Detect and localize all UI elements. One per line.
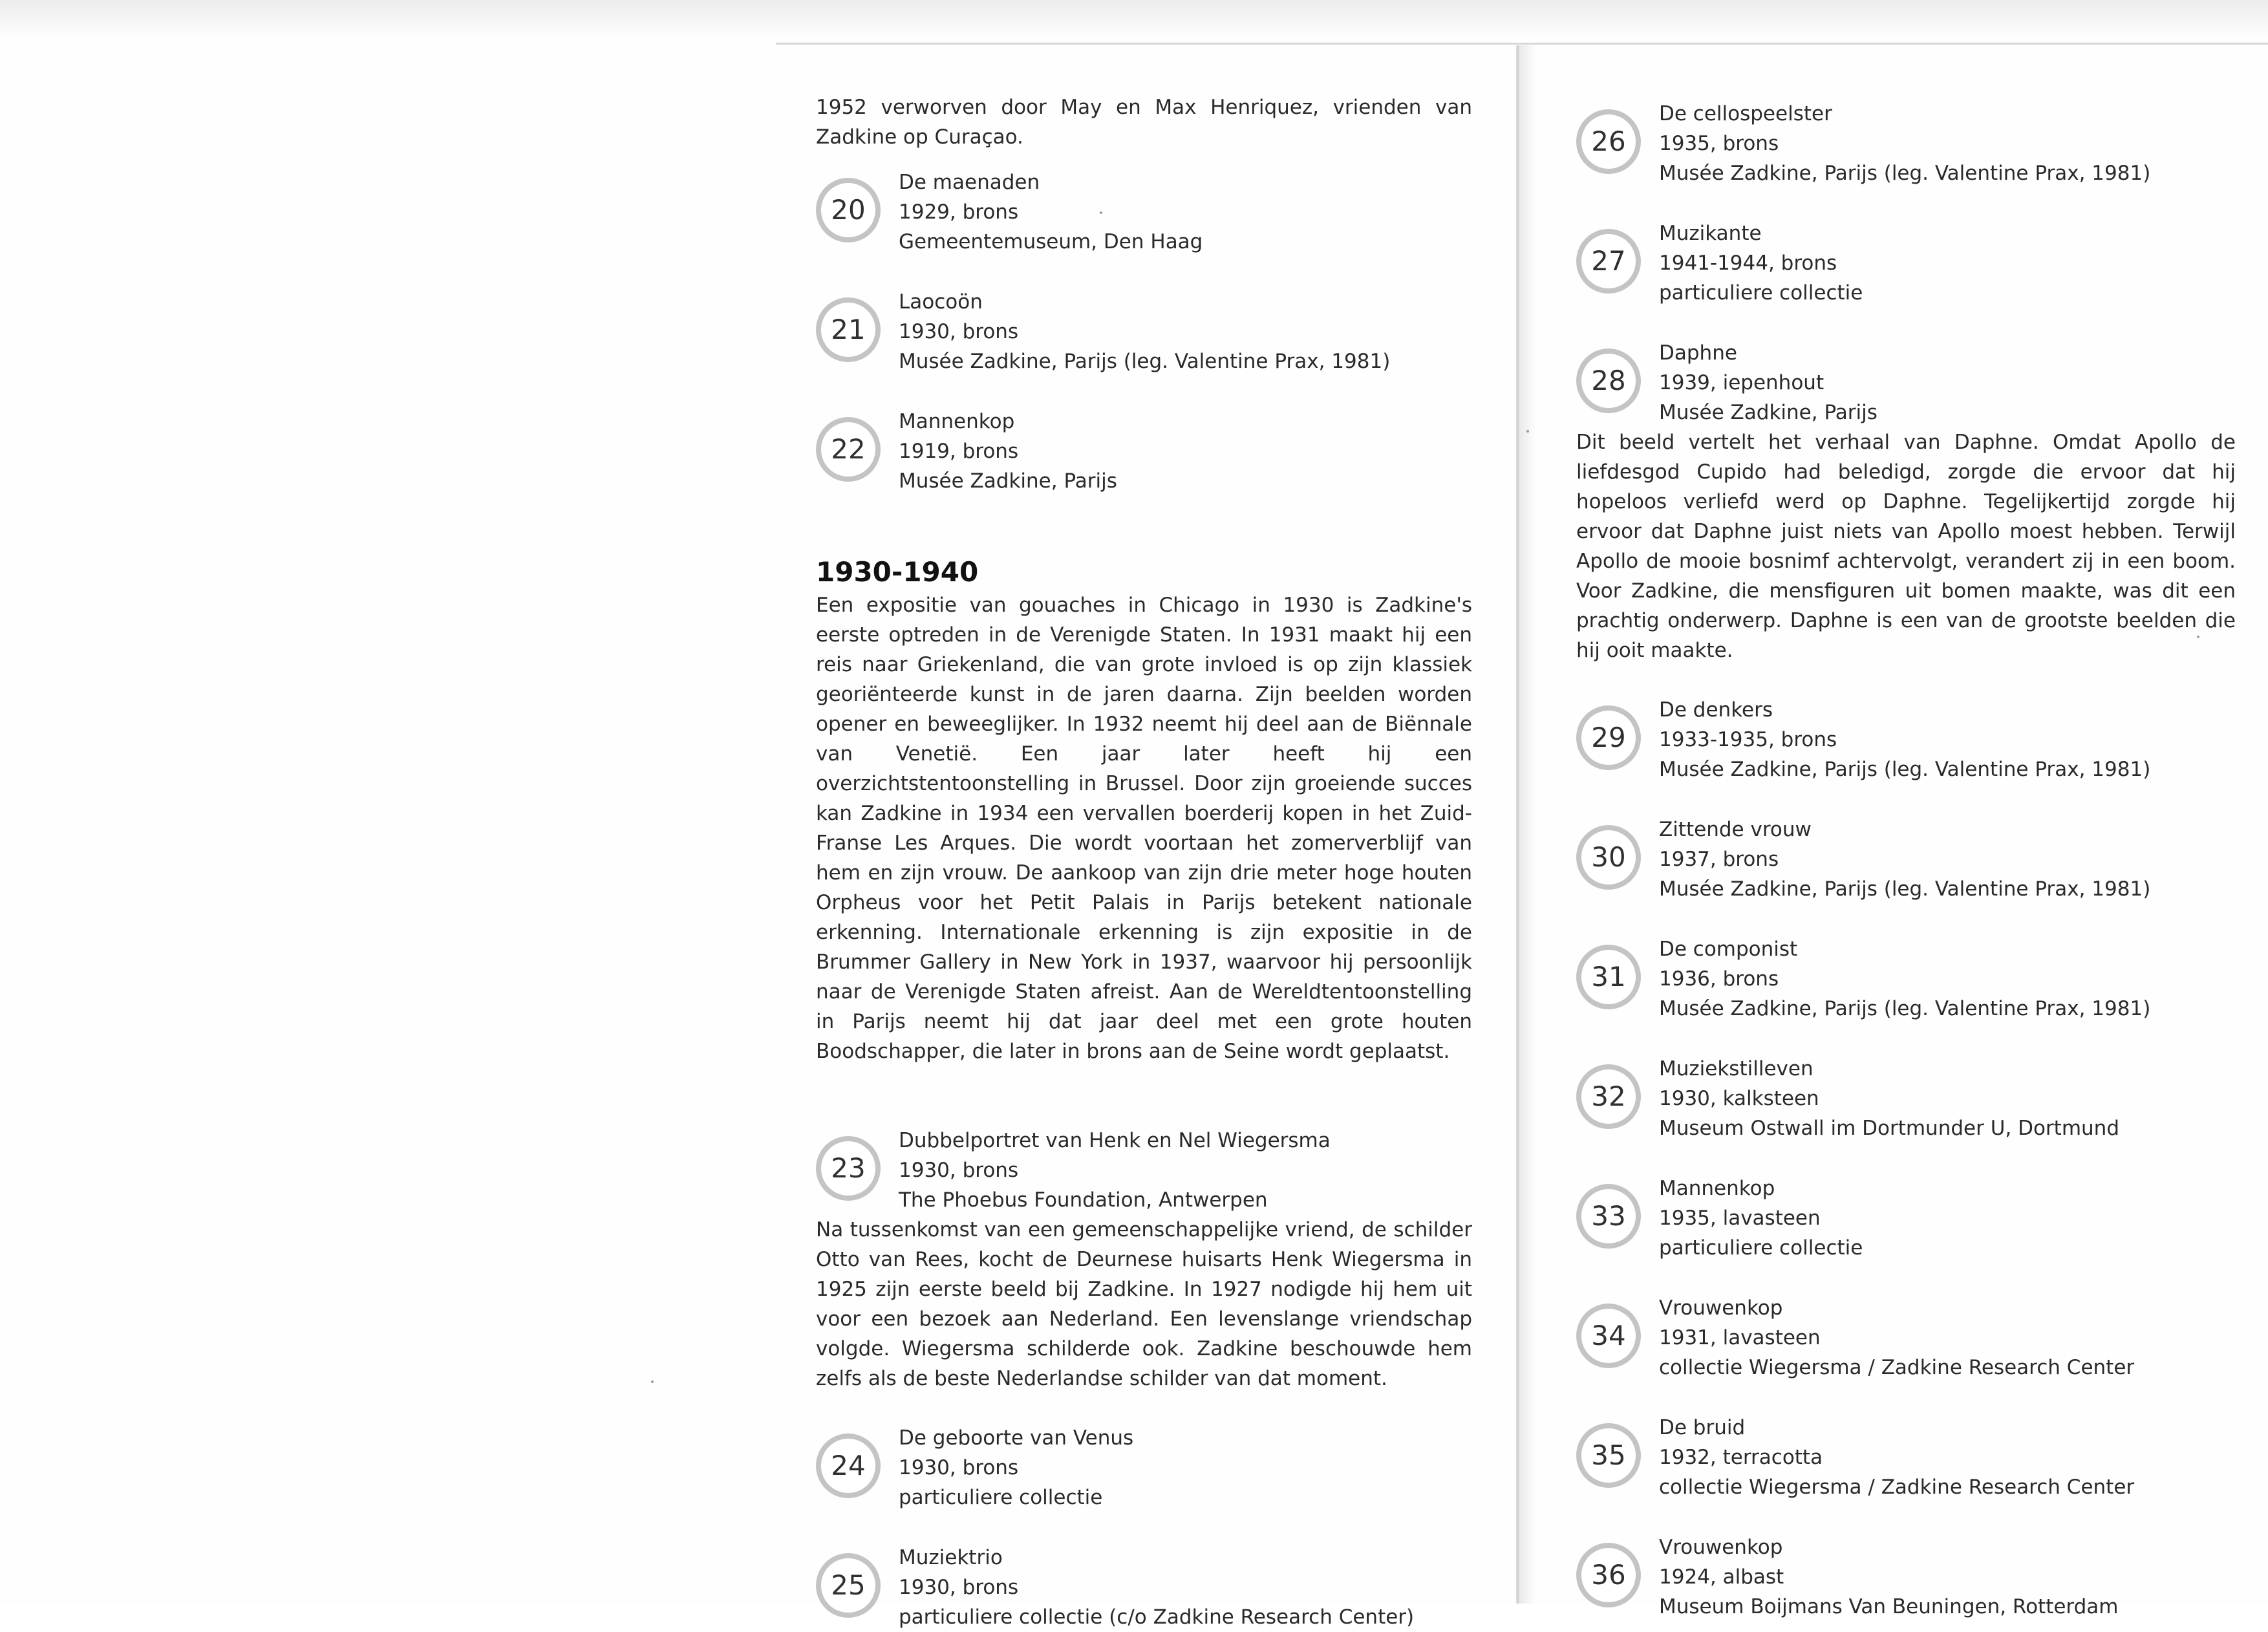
entry-location: Musée Zadkine, Parijs (leg. Valentine Prax, 1981) [1659,162,2151,185]
entry-number-badge: 21 [816,297,881,362]
artwork-entry [816,1423,1472,1512]
entry-number-badge: 32 [1576,1064,1641,1129]
entry-number-badge: 36 [1576,1543,1641,1607]
scan-speck [651,1380,654,1383]
page-fold-shadow [1520,45,1535,1604]
entry-number-badge: 23 [816,1136,881,1201]
entry-number-badge: 29 [1576,705,1641,770]
entry-number-badge: 25 [816,1553,881,1618]
entry-number-badge: 27 [1576,229,1641,294]
entry-details: 1930, kalksteen [1659,1087,1819,1110]
entry-number-badge: 22 [816,417,881,482]
entry-location: Musée Zadkine, Parijs [1659,401,1878,424]
artwork-entry [1576,1293,2236,1382]
entry-details: 1935, lavasteen [1659,1207,1821,1230]
section-paragraph: Een expositie van gouaches in Chicago in 1930 is Zadkine's eerste optreden in de Verenigde Staten. In 1931 maakt hij een reis naar Griekenland, die van grote invloed is op zijn klassiek georiënteerde kunst in de jaren daarna. Zijn beelden worden opener en beweeglijker. In 1932 neemt hij deel aan de Biënnale van Venetië. Een jaar later heeft hij een overzichtstentoonstelling in Brussel. Door zijn groeiende succes kan Zadkine in 1934 een vervallen boerderij kopen in het Zuid-Franse Les Arques. Die wordt voortaan het zomerverblijf van hem en zijn vrouw. De aankoop van zijn drie meter hoge houten Orpheus voor het Petit Palais in Parijs betekent nationale erkenning. Internationale erkenning is zijn expositie in de Brummer Gallery in New York in 1937, waarvoor hij persoonlijk naar de Verenigde Staten afreist. Aan de Wereldtentoonstelling in Parijs neemt hij dat jaar deel met een grote houten Boodschapper, die later in brons aan de Seine wordt geplaatst. [816,594,1472,1063]
entry-location: particuliere collectie [1659,281,1863,305]
artwork-entry [1576,99,2236,188]
artwork-entry [1576,219,2236,308]
page-top-edge [776,43,2268,45]
artwork-entry [816,407,1472,496]
entry-title: De bruid [1659,1416,1746,1439]
entry-details: 1929, brons [899,200,1019,224]
entry-number-badge: 33 [1576,1184,1641,1249]
artwork-entry [816,1126,1472,1215]
scan-speck [1100,211,1102,214]
entry-title: Vrouwenkop [1659,1536,1783,1559]
entry-details: 1930, brons [899,1159,1019,1182]
entry-location: Musée Zadkine, Parijs (leg. Valentine Prax, 1981) [1659,758,2151,781]
entry-details: 1932, terracotta [1659,1446,1823,1469]
entry-details: 1941-1944, brons [1659,252,1837,275]
entry-title: De maenaden [899,171,1040,194]
entry-details: 1935, brons [1659,132,1779,155]
artwork-entry [1576,338,2236,427]
entry-number-badge: 35 [1576,1423,1641,1488]
entry-details: 1930, brons [899,1456,1019,1479]
entry-number-badge: 20 [816,178,881,242]
intro-paragraph: 1952 verworven door May en Max Henriquez, vrienden van Zadkine op Curaçao. [816,96,1472,149]
entry-details: 1937, brons [1659,848,1779,871]
entry-title: Mannenkop [1659,1177,1775,1200]
entry-details: 1930, brons [899,1576,1019,1599]
entry-details: 1939, iepenhout [1659,371,1824,394]
entry-number-badge: 34 [1576,1304,1641,1368]
entry-title: De geboorte van Venus [899,1426,1134,1450]
entry-location: particuliere collectie [1659,1236,1863,1260]
entry-details: 1931, lavasteen [1659,1326,1821,1349]
entry-number-badge: 28 [1576,349,1641,413]
entry-details: 1936, brons [1659,967,1779,991]
entry-location: collectie Wiegersma / Zadkine Research Center [1659,1356,2135,1379]
scan-top-shade [0,0,2268,39]
entry-location: Musée Zadkine, Parijs [899,469,1117,493]
entry-description: Na tussenkomst van een gemeenschappelijke vriend, de schilder Otto van Rees, kocht de Deurnese huisarts Henk Wiegersma in 1925 zijn eerste beeld bij Zadkine. In 1927 nodigde hij hem uit voor een bezoek aan Nederland. Een levenslange vriendschap volgde. Wiegersma schilderde ook. Zadkine beschouwde hem zelfs als de beste Nederlandse schilder van dat moment. [816,1218,1472,1390]
entry-number-badge: 30 [1576,825,1641,890]
entry-title: De denkers [1659,698,1773,722]
scan-speck [1526,430,1529,433]
entry-location: Musée Zadkine, Parijs (leg. Valentine Prax, 1981) [899,350,1391,373]
entry-title: Muzikante [1659,222,1762,245]
left-column [816,92,1472,1632]
entry-location: The Phoebus Foundation, Antwerpen [899,1188,1268,1212]
entry-number-badge: 31 [1576,945,1641,1009]
scan-speck [2197,636,2199,638]
artwork-entry [1576,1413,2236,1502]
entry-location: particuliere collectie [899,1486,1103,1509]
entry-details: 1933-1935, brons [1659,728,1837,751]
entry-number-badge: 24 [816,1433,881,1498]
artwork-entry [816,167,1472,257]
section-heading: 1930-1940 [816,556,979,588]
entry-location: Museum Boijmans Van Beuningen, Rotterdam [1659,1595,2119,1618]
entry-title: Laocoön [899,290,983,314]
artwork-entry [1576,1174,2236,1263]
entry-title: De componist [1659,938,1798,961]
daphne-description: Dit beeld vertelt het verhaal van Daphne. Omdat Apollo de liefdesgod Cupido had beledigd, zorgde die ervoor dat hij hopeloos verliefd werd op Daphne. Tegelijkertijd zorgde hij ervoor dat Daphne juist niets van Apollo moest hebben. Terwijl Apollo de mooie bosnimf achtervolgt, verandert zij in een boom. Voor Zadkine, die mensfiguren uit bomen maakte, was dit een prachtig onderwerp. Daphne is een van de grootste beelden die hij ooit maakte. [1576,431,2236,662]
artwork-entry [1576,1532,2236,1622]
artwork-entry [1576,815,2236,904]
entry-location: Gemeentemuseum, Den Haag [899,230,1203,253]
entry-location: Musée Zadkine, Parijs (leg. Valentine Prax, 1981) [1659,877,2151,901]
entry-details: 1919, brons [899,440,1019,463]
entry-title: Daphne [1659,341,1737,365]
artwork-entry [1576,695,2236,784]
entry-title: Mannenkop [899,410,1015,433]
entry-location: Museum Ostwall im Dortmunder U, Dortmund [1659,1117,2120,1140]
artwork-entry [816,1543,1472,1632]
entry-details: 1924, albast [1659,1565,1784,1589]
entry-number-badge: 26 [1576,109,1641,174]
entry-title: De cellospeelster [1659,102,1832,125]
entry-title: Dubbelportret van Henk en Nel Wiegersma [899,1129,1331,1152]
right-column [1576,99,2236,1622]
entry-title: Muziektrio [899,1546,1003,1569]
entry-title: Vrouwenkop [1659,1296,1783,1320]
entry-location: particuliere collectie (c/o Zadkine Research Center) [899,1605,1415,1629]
entry-location: collectie Wiegersma / Zadkine Research Center [1659,1476,2135,1499]
artwork-entry [1576,934,2236,1024]
entry-title: Muziekstilleven [1659,1057,1813,1080]
artwork-entry [816,287,1472,376]
artwork-entry [1576,1054,2236,1143]
entry-details: 1930, brons [899,320,1019,343]
entry-title: Zittende vrouw [1659,818,1812,841]
entry-location: Musée Zadkine, Parijs (leg. Valentine Prax, 1981) [1659,997,2151,1020]
